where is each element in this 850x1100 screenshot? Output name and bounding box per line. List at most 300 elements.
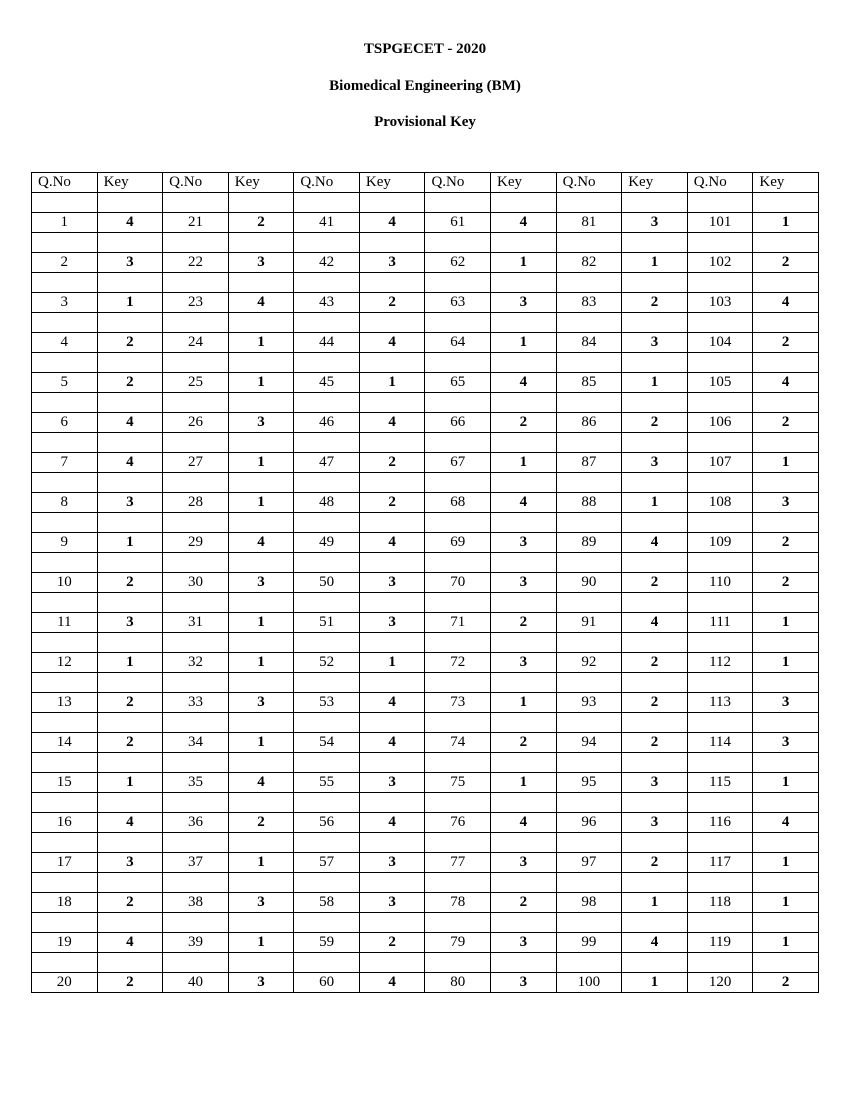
answer-key-cell: 1 xyxy=(359,653,425,673)
question-number-cell: 103 xyxy=(687,293,753,313)
empty-cell xyxy=(425,233,491,253)
answer-key-cell: 3 xyxy=(753,493,819,513)
question-number-cell: 39 xyxy=(163,933,229,953)
question-number-cell: 62 xyxy=(425,253,491,273)
empty-cell xyxy=(491,433,557,453)
question-number-cell: 22 xyxy=(163,253,229,273)
question-number-cell: 100 xyxy=(556,973,622,993)
empty-cell xyxy=(753,793,819,813)
answer-key-cell: 1 xyxy=(491,773,557,793)
empty-cell xyxy=(228,673,294,693)
answer-key-cell: 4 xyxy=(228,293,294,313)
empty-cell xyxy=(32,713,98,733)
empty-cell xyxy=(687,233,753,253)
answer-key-cell: 4 xyxy=(491,493,557,513)
question-number-cell: 108 xyxy=(687,493,753,513)
question-number-cell: 58 xyxy=(294,893,360,913)
spacer-row xyxy=(32,193,819,213)
question-number-cell: 2 xyxy=(32,253,98,273)
answer-key-cell: 1 xyxy=(97,773,163,793)
empty-cell xyxy=(687,793,753,813)
answer-key-cell: 1 xyxy=(97,293,163,313)
question-number-cell: 94 xyxy=(556,733,622,753)
answer-key-cell: 2 xyxy=(359,933,425,953)
answer-key-cell: 1 xyxy=(622,973,688,993)
question-number-cell: 77 xyxy=(425,853,491,873)
empty-cell xyxy=(687,553,753,573)
answer-key-cell: 1 xyxy=(753,453,819,473)
answer-key-cell: 2 xyxy=(622,293,688,313)
key-column-header: Key xyxy=(359,173,425,193)
empty-cell xyxy=(32,273,98,293)
empty-cell xyxy=(622,433,688,453)
empty-cell xyxy=(294,233,360,253)
question-number-cell: 70 xyxy=(425,573,491,593)
question-number-cell: 5 xyxy=(32,373,98,393)
question-number-cell: 18 xyxy=(32,893,98,913)
empty-cell xyxy=(687,273,753,293)
empty-cell xyxy=(163,473,229,493)
table-row xyxy=(32,493,819,513)
empty-cell xyxy=(97,313,163,333)
empty-cell xyxy=(228,513,294,533)
answer-key-cell: 1 xyxy=(97,533,163,553)
table-row xyxy=(32,693,819,713)
empty-cell xyxy=(294,593,360,613)
answer-key-cell: 3 xyxy=(228,253,294,273)
spacer-row xyxy=(32,633,819,653)
answer-key-cell: 3 xyxy=(228,693,294,713)
question-number-cell: 113 xyxy=(687,693,753,713)
empty-cell xyxy=(556,353,622,373)
question-number-cell: 44 xyxy=(294,333,360,353)
empty-cell xyxy=(97,193,163,213)
empty-cell xyxy=(753,553,819,573)
empty-cell xyxy=(556,273,622,293)
answer-key-body xyxy=(32,173,819,993)
empty-cell xyxy=(163,873,229,893)
answer-key-cell: 3 xyxy=(753,693,819,713)
empty-cell xyxy=(753,633,819,653)
empty-cell xyxy=(753,673,819,693)
empty-cell xyxy=(359,913,425,933)
question-number-cell: 40 xyxy=(163,973,229,993)
question-number-cell: 37 xyxy=(163,853,229,873)
empty-cell xyxy=(163,713,229,733)
question-number-cell: 29 xyxy=(163,533,229,553)
empty-cell xyxy=(32,393,98,413)
empty-cell xyxy=(163,313,229,333)
empty-cell xyxy=(163,953,229,973)
question-number-cell: 9 xyxy=(32,533,98,553)
empty-cell xyxy=(359,273,425,293)
question-number-cell: 32 xyxy=(163,653,229,673)
answer-key-cell: 4 xyxy=(622,933,688,953)
answer-key-cell: 2 xyxy=(622,653,688,673)
answer-key-cell: 1 xyxy=(753,893,819,913)
answer-key-cell: 2 xyxy=(97,973,163,993)
empty-cell xyxy=(556,673,622,693)
question-number-cell: 89 xyxy=(556,533,622,553)
empty-cell xyxy=(556,913,622,933)
empty-cell xyxy=(228,313,294,333)
empty-cell xyxy=(556,873,622,893)
question-number-cell: 102 xyxy=(687,253,753,273)
key-column-header: Key xyxy=(622,173,688,193)
table-row xyxy=(32,373,819,393)
empty-cell xyxy=(425,553,491,573)
empty-cell xyxy=(294,753,360,773)
question-number-cell: 6 xyxy=(32,413,98,433)
answer-key-cell: 1 xyxy=(228,453,294,473)
question-number-cell: 99 xyxy=(556,933,622,953)
spacer-row xyxy=(32,913,819,933)
table-row xyxy=(32,853,819,873)
answer-key-cell: 1 xyxy=(228,333,294,353)
empty-cell xyxy=(425,753,491,773)
answer-key-cell: 1 xyxy=(753,653,819,673)
spacer-row xyxy=(32,953,819,973)
question-number-cell: 28 xyxy=(163,493,229,513)
answer-key-cell: 4 xyxy=(97,813,163,833)
empty-cell xyxy=(556,433,622,453)
answer-key-cell: 2 xyxy=(491,893,557,913)
empty-cell xyxy=(425,913,491,933)
question-number-cell: 73 xyxy=(425,693,491,713)
empty-cell xyxy=(359,593,425,613)
question-number-cell: 107 xyxy=(687,453,753,473)
empty-cell xyxy=(359,353,425,373)
key-column-header: Key xyxy=(228,173,294,193)
answer-key-cell: 3 xyxy=(622,213,688,233)
empty-cell xyxy=(753,513,819,533)
question-number-cell: 50 xyxy=(294,573,360,593)
table-row xyxy=(32,773,819,793)
spacer-row xyxy=(32,233,819,253)
question-number-cell: 98 xyxy=(556,893,622,913)
empty-cell xyxy=(294,313,360,333)
empty-cell xyxy=(97,273,163,293)
question-number-cell: 34 xyxy=(163,733,229,753)
empty-cell xyxy=(359,793,425,813)
answer-key-cell: 2 xyxy=(491,413,557,433)
question-number-cell: 120 xyxy=(687,973,753,993)
empty-cell xyxy=(622,353,688,373)
question-number-cell: 115 xyxy=(687,773,753,793)
empty-cell xyxy=(622,233,688,253)
answer-key-cell: 2 xyxy=(753,973,819,993)
answer-key-cell: 4 xyxy=(491,813,557,833)
empty-cell xyxy=(687,393,753,413)
answer-key-cell: 2 xyxy=(97,373,163,393)
empty-cell xyxy=(32,473,98,493)
empty-cell xyxy=(556,553,622,573)
empty-cell xyxy=(294,633,360,653)
answer-key-cell: 1 xyxy=(491,253,557,273)
empty-cell xyxy=(294,393,360,413)
empty-cell xyxy=(32,353,98,373)
answer-key-cell: 2 xyxy=(97,733,163,753)
question-number-cell: 79 xyxy=(425,933,491,953)
question-number-cell: 3 xyxy=(32,293,98,313)
empty-cell xyxy=(294,953,360,973)
spacer-row xyxy=(32,873,819,893)
empty-cell xyxy=(753,273,819,293)
answer-key-cell: 4 xyxy=(97,453,163,473)
empty-cell xyxy=(753,833,819,853)
empty-cell xyxy=(491,753,557,773)
empty-cell xyxy=(687,673,753,693)
answer-key-cell: 3 xyxy=(359,853,425,873)
answer-key-cell: 4 xyxy=(97,213,163,233)
empty-cell xyxy=(556,513,622,533)
empty-cell xyxy=(228,553,294,573)
answer-key-cell: 2 xyxy=(753,333,819,353)
empty-cell xyxy=(359,873,425,893)
answer-key-cell: 3 xyxy=(228,973,294,993)
empty-cell xyxy=(163,233,229,253)
question-number-cell: 20 xyxy=(32,973,98,993)
answer-key-cell: 1 xyxy=(622,893,688,913)
empty-cell xyxy=(425,393,491,413)
question-number-cell: 33 xyxy=(163,693,229,713)
empty-cell xyxy=(294,873,360,893)
question-number-cell: 84 xyxy=(556,333,622,353)
empty-cell xyxy=(622,553,688,573)
answer-key-cell: 3 xyxy=(228,893,294,913)
question-number-cell: 8 xyxy=(32,493,98,513)
empty-cell xyxy=(687,633,753,653)
empty-cell xyxy=(359,193,425,213)
empty-cell xyxy=(425,593,491,613)
empty-cell xyxy=(491,713,557,733)
empty-cell xyxy=(425,273,491,293)
question-number-cell: 76 xyxy=(425,813,491,833)
empty-cell xyxy=(359,833,425,853)
question-number-cell: 64 xyxy=(425,333,491,353)
empty-cell xyxy=(687,873,753,893)
table-row xyxy=(32,573,819,593)
empty-cell xyxy=(163,673,229,693)
empty-cell xyxy=(753,393,819,413)
empty-cell xyxy=(556,833,622,853)
question-number-cell: 27 xyxy=(163,453,229,473)
answer-key-cell: 1 xyxy=(753,933,819,953)
answer-key-cell: 4 xyxy=(97,933,163,953)
question-number-cell: 51 xyxy=(294,613,360,633)
empty-cell xyxy=(32,833,98,853)
question-number-cell: 101 xyxy=(687,213,753,233)
empty-cell xyxy=(228,753,294,773)
empty-cell xyxy=(425,633,491,653)
answer-key-cell: 3 xyxy=(228,413,294,433)
empty-cell xyxy=(163,193,229,213)
question-number-cell: 72 xyxy=(425,653,491,673)
empty-cell xyxy=(556,473,622,493)
answer-key-cell: 4 xyxy=(97,413,163,433)
question-number-cell: 61 xyxy=(425,213,491,233)
question-number-cell: 21 xyxy=(163,213,229,233)
empty-cell xyxy=(294,553,360,573)
empty-cell xyxy=(491,473,557,493)
question-number-cell: 111 xyxy=(687,613,753,633)
empty-cell xyxy=(228,913,294,933)
answer-key-cell: 4 xyxy=(359,693,425,713)
table-row xyxy=(32,333,819,353)
question-number-cell: 38 xyxy=(163,893,229,913)
empty-cell xyxy=(622,473,688,493)
empty-cell xyxy=(359,313,425,333)
question-number-cell: 42 xyxy=(294,253,360,273)
question-number-cell: 15 xyxy=(32,773,98,793)
answer-key-cell: 2 xyxy=(228,213,294,233)
empty-cell xyxy=(32,633,98,653)
spacer-row xyxy=(32,713,819,733)
answer-key-cell: 2 xyxy=(753,573,819,593)
empty-cell xyxy=(687,713,753,733)
question-number-cell: 87 xyxy=(556,453,622,473)
empty-cell xyxy=(163,593,229,613)
empty-cell xyxy=(32,873,98,893)
empty-cell xyxy=(32,953,98,973)
question-number-cell: 109 xyxy=(687,533,753,553)
empty-cell xyxy=(97,873,163,893)
empty-cell xyxy=(491,673,557,693)
question-number-cell: 92 xyxy=(556,653,622,673)
empty-cell xyxy=(32,233,98,253)
question-number-cell: 82 xyxy=(556,253,622,273)
empty-cell xyxy=(97,833,163,853)
answer-key-cell: 1 xyxy=(753,213,819,233)
table-row xyxy=(32,253,819,273)
table-row xyxy=(32,933,819,953)
spacer-row xyxy=(32,273,819,293)
answer-key-cell: 3 xyxy=(491,533,557,553)
empty-cell xyxy=(622,673,688,693)
empty-cell xyxy=(687,313,753,333)
question-number-cell: 14 xyxy=(32,733,98,753)
spacer-row xyxy=(32,433,819,453)
empty-cell xyxy=(753,233,819,253)
answer-key-cell: 3 xyxy=(622,333,688,353)
answer-key-cell: 1 xyxy=(491,693,557,713)
answer-key-cell: 3 xyxy=(228,573,294,593)
empty-cell xyxy=(556,393,622,413)
answer-key-cell: 3 xyxy=(97,493,163,513)
spacer-row xyxy=(32,553,819,573)
table-row xyxy=(32,453,819,473)
empty-cell xyxy=(425,953,491,973)
question-number-cell: 63 xyxy=(425,293,491,313)
question-number-cell: 11 xyxy=(32,613,98,633)
empty-cell xyxy=(753,593,819,613)
empty-cell xyxy=(425,313,491,333)
answer-key-cell: 1 xyxy=(622,373,688,393)
question-number-cell: 60 xyxy=(294,973,360,993)
question-number-cell: 106 xyxy=(687,413,753,433)
question-number-cell: 13 xyxy=(32,693,98,713)
empty-cell xyxy=(622,913,688,933)
question-number-cell: 67 xyxy=(425,453,491,473)
table-row xyxy=(32,733,819,753)
question-number-cell: 66 xyxy=(425,413,491,433)
question-number-cell: 69 xyxy=(425,533,491,553)
empty-cell xyxy=(425,433,491,453)
empty-cell xyxy=(425,513,491,533)
empty-cell xyxy=(228,713,294,733)
answer-key-cell: 4 xyxy=(228,773,294,793)
empty-cell xyxy=(228,793,294,813)
question-number-cell: 47 xyxy=(294,453,360,473)
empty-cell xyxy=(622,193,688,213)
question-number-cell: 19 xyxy=(32,933,98,953)
answer-key-cell: 2 xyxy=(753,533,819,553)
empty-cell xyxy=(687,473,753,493)
question-number-cell: 26 xyxy=(163,413,229,433)
empty-cell xyxy=(359,633,425,653)
question-number-cell: 117 xyxy=(687,853,753,873)
question-number-cell: 7 xyxy=(32,453,98,473)
table-row xyxy=(32,893,819,913)
spacer-row xyxy=(32,473,819,493)
empty-cell xyxy=(97,793,163,813)
spacer-row xyxy=(32,593,819,613)
empty-cell xyxy=(32,313,98,333)
empty-cell xyxy=(97,473,163,493)
empty-cell xyxy=(32,753,98,773)
qno-column-header: Q.No xyxy=(163,173,229,193)
question-number-cell: 55 xyxy=(294,773,360,793)
empty-cell xyxy=(228,833,294,853)
answer-key-cell: 1 xyxy=(97,653,163,673)
empty-cell xyxy=(32,193,98,213)
empty-cell xyxy=(687,433,753,453)
answer-key-cell: 3 xyxy=(622,453,688,473)
empty-cell xyxy=(228,873,294,893)
empty-cell xyxy=(622,313,688,333)
question-number-cell: 75 xyxy=(425,773,491,793)
answer-key-cell: 2 xyxy=(359,453,425,473)
empty-cell xyxy=(97,353,163,373)
spacer-row xyxy=(32,313,819,333)
page-subtitle: Biomedical Engineering (BM) xyxy=(329,78,521,94)
empty-cell xyxy=(32,553,98,573)
empty-cell xyxy=(32,913,98,933)
question-number-cell: 25 xyxy=(163,373,229,393)
question-number-cell: 90 xyxy=(556,573,622,593)
question-number-cell: 71 xyxy=(425,613,491,633)
answer-key-cell: 4 xyxy=(622,533,688,553)
empty-cell xyxy=(228,633,294,653)
empty-cell xyxy=(622,833,688,853)
key-column-header: Key xyxy=(97,173,163,193)
answer-key-cell: 1 xyxy=(753,773,819,793)
answer-key-cell: 4 xyxy=(491,373,557,393)
question-number-cell: 48 xyxy=(294,493,360,513)
answer-key-cell: 2 xyxy=(491,733,557,753)
empty-cell xyxy=(753,473,819,493)
empty-cell xyxy=(32,793,98,813)
question-number-cell: 35 xyxy=(163,773,229,793)
question-number-cell: 104 xyxy=(687,333,753,353)
empty-cell xyxy=(163,793,229,813)
empty-cell xyxy=(687,353,753,373)
table-row xyxy=(32,533,819,553)
empty-cell xyxy=(753,953,819,973)
question-number-cell: 119 xyxy=(687,933,753,953)
qno-column-header: Q.No xyxy=(425,173,491,193)
question-number-cell: 54 xyxy=(294,733,360,753)
